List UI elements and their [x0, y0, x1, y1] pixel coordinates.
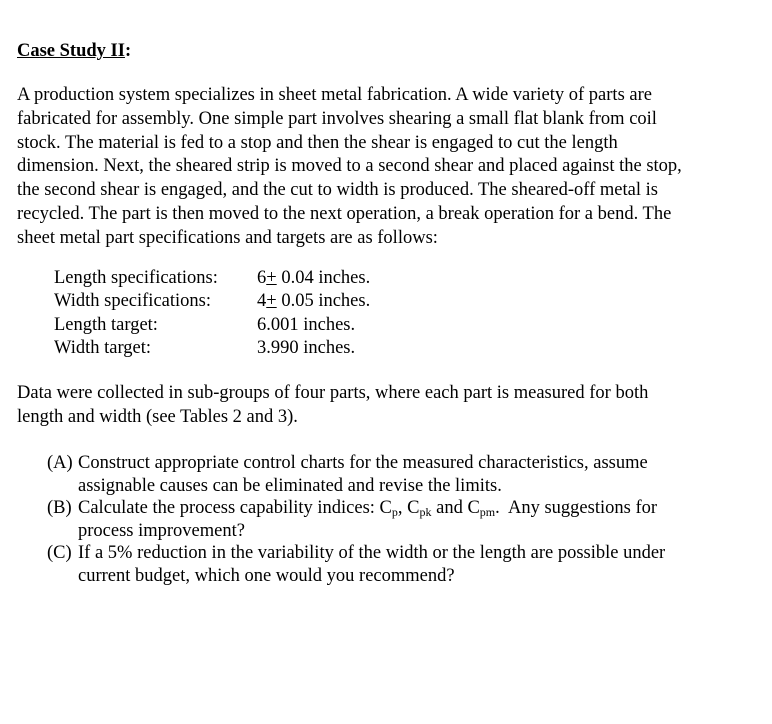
subscript-pm: pm: [479, 505, 496, 520]
question-letter: (C): [47, 543, 72, 564]
question-letter: (A): [47, 453, 73, 473]
case-study-title-colon: :: [124, 41, 132, 61]
question-text: current budget, which one would you recommend?: [78, 565, 455, 586]
spec-label: Width specifications:: [54, 291, 211, 312]
case-study-title-text: Case Study II: [17, 41, 125, 61]
question-text-part: Calculate the process capability indices: C: [78, 498, 392, 519]
question-text: [78, 497, 665, 520]
question-b: [47, 497, 665, 542]
subscript-pk: pk: [419, 505, 432, 520]
intro-line: fabricated for assembly. One simple part involves shearing a small flat blank from coil: [17, 108, 657, 129]
question-c: [47, 542, 665, 587]
question-text: If a 5% reduction in the variability of the width or the length are possible under: [78, 543, 666, 564]
plus-minus-sign: +: [266, 268, 277, 288]
question-text: assignable causes can be eliminated and revise the limits.: [78, 475, 502, 496]
question-text: Construct appropriate control charts for the measured characteristics, assume: [78, 453, 648, 473]
subscript-p: p: [391, 505, 398, 520]
intro-line: A production system specializes in sheet metal fabrication. A wide variety of parts are: [17, 85, 652, 105]
data-collection-paragraph: [17, 382, 648, 430]
question-text-part: . Any suggestions for: [495, 498, 658, 519]
spec-nominal: 6: [257, 268, 267, 288]
spec-value: 6.001 inches.: [257, 314, 356, 335]
spec-label: Length specifications:: [54, 268, 218, 288]
spec-value: [257, 267, 370, 290]
data-note-line: Data were collected in sub-groups of four parts, where each part is measured for both: [17, 383, 649, 403]
intro-line: stock. The material is fed to a stop and then the shear is engaged to cut the length: [17, 132, 618, 153]
intro-line: sheet metal part specifications and targets are as follows:: [17, 227, 438, 248]
questions-list: [47, 452, 665, 588]
question-letter: (B): [47, 498, 72, 519]
question-text-part: , C: [397, 498, 420, 519]
intro-line: dimension. Next, the sheared strip is moved to a second shear and placed against the stop,: [17, 156, 682, 177]
intro-line: recycled. The part is then moved to the next operation, a break operation for a bend. The: [17, 203, 672, 224]
spec-value: [257, 290, 370, 313]
spec-label: Width target:: [54, 338, 152, 359]
spec-value: 3.990 inches.: [257, 338, 356, 359]
spec-tolerance: 0.05 inches.: [276, 291, 371, 312]
intro-line: the second shear is engaged, and the cut to width is produced. The sheared-off metal is: [17, 180, 658, 201]
question-text: process improvement?: [78, 520, 245, 541]
case-study-title: [17, 39, 131, 63]
intro-paragraph: [17, 84, 682, 251]
spec-label: Length target:: [54, 314, 158, 335]
question-a: [47, 452, 665, 497]
question-text-part: and C: [431, 498, 480, 519]
spec-nominal: 4: [257, 291, 267, 312]
data-note-line: length and width (see Tables 2 and 3).: [17, 406, 298, 427]
plus-minus-sign: +: [266, 291, 277, 312]
spec-tolerance: 0.04 inches.: [276, 268, 371, 288]
